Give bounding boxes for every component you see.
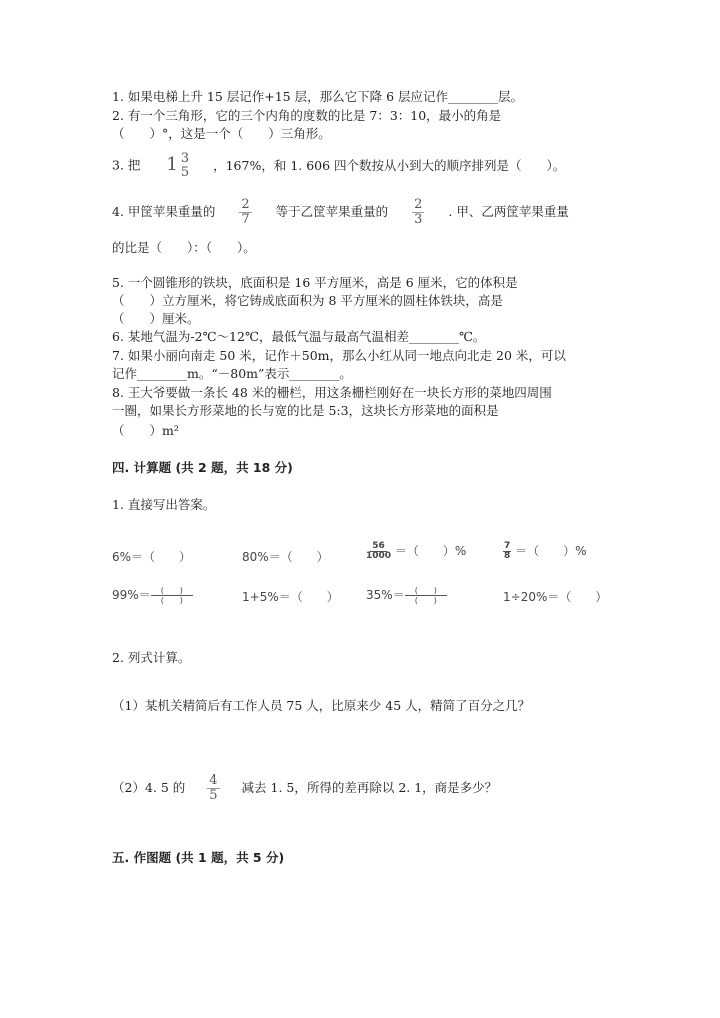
q3-whole: 1 xyxy=(166,153,178,175)
question-6: 6. 某地气温为-2℃～12℃，最低气温与最高气温相差________℃。 xyxy=(112,329,486,344)
fraction xyxy=(366,542,391,561)
den: 5 xyxy=(180,165,190,180)
calc-text: 35%＝ xyxy=(366,588,405,602)
question-7-cont: 记作________m。“－80m”表示________。 xyxy=(112,366,352,381)
calc-item: 80%＝（ ） xyxy=(242,550,329,564)
den: 3 xyxy=(414,212,423,227)
den: 1000 xyxy=(366,551,392,561)
q4-fraction-2 xyxy=(412,198,424,227)
den: 7 xyxy=(241,212,250,227)
question-8-cont: 一圈，如果长方形菜地的长与宽的比是 5:3，这块长方形菜地的面积是 xyxy=(112,403,499,418)
question-4 xyxy=(112,198,569,227)
den: ( ) xyxy=(414,596,437,605)
blank-fraction xyxy=(151,586,193,605)
q3-prefix: 3. 把 xyxy=(112,157,141,173)
subquestion-2: 2. 列式计算。 xyxy=(112,650,191,665)
num: 7 xyxy=(504,541,511,551)
question-5-cont2: （ ）厘米。 xyxy=(112,311,200,326)
calc-item xyxy=(366,542,466,561)
subquestion-1: 1. 直接写出答案。 xyxy=(112,497,216,512)
question-4-cont: 的比是（ ）：（ ）。 xyxy=(112,240,256,255)
num: ( ) xyxy=(151,586,193,596)
num: 4 xyxy=(209,773,218,788)
num: 3 xyxy=(180,151,190,166)
q3-suffix: ，167%，和 1. 606 四个数按从小到大的顺序排列是（ ）。 xyxy=(213,157,566,173)
calc-item xyxy=(366,586,447,605)
p2-suffix: 减去 1. 5，所得的差再除以 2. 1，商是多少？ xyxy=(241,780,498,795)
q3-fraction xyxy=(179,152,191,180)
section-4-title: 四. 计算题 (共 2 题，共 18 分) xyxy=(112,460,293,475)
question-8: 8. 王大爷要做一条长 48 米的栅栏，用这条栅栏刚好在一块长方形的菜地四周围 xyxy=(112,385,552,400)
question-5-cont: （ ）立方厘米，将它铸成底面积为 8 平方厘米的圆柱体铁块，高是 xyxy=(112,293,503,308)
q4-suffix: . 甲、乙两筐苹果重量 xyxy=(448,204,569,219)
num: 2 xyxy=(414,197,423,212)
calc-text: 99%＝ xyxy=(112,588,151,602)
q4-prefix: 4. 甲筐苹果重量的 xyxy=(112,204,216,219)
question-3 xyxy=(112,152,565,180)
den: 5 xyxy=(209,788,218,803)
question-1: 1. 如果电梯上升 15 层记作+15 层，那么它下降 6 层应记作________层。 xyxy=(112,89,524,104)
section-5-title: 五. 作图题 (共 1 题，共 5 分) xyxy=(112,850,285,865)
calc-item xyxy=(112,586,193,605)
blank-fraction xyxy=(405,586,447,605)
q4-fraction-1 xyxy=(239,198,251,227)
num: ( ) xyxy=(405,586,447,596)
fraction xyxy=(503,542,511,561)
num: 56 xyxy=(372,541,385,551)
question-7: 7. 如果小丽向南走 50 米，记作＋50m，那么小红从同一地点向北走 20 米，可以 xyxy=(112,348,566,363)
den: 8 xyxy=(504,551,511,561)
calc-item: 1÷20%＝（ ） xyxy=(503,590,608,604)
calc-text: ＝（ ）% xyxy=(394,544,467,558)
question-8-cont2: （ ）m² xyxy=(112,423,179,438)
question-5: 5. 一个圆锥形的铁块，底面积是 16 平方厘米，高是 6 厘米，它的体积是 xyxy=(112,275,518,290)
calc-item: 1+5%＝（ ） xyxy=(242,590,339,604)
p2-fraction xyxy=(207,774,219,803)
q4-mid: 等于乙筐苹果重量的 xyxy=(275,204,389,219)
calc-item: 6%＝（ ） xyxy=(112,550,192,564)
den: ( ) xyxy=(160,596,183,605)
question-2: 2. 有一个三角形，它的三个内角的度数的比是 7：3：10，最小的角是 xyxy=(112,108,502,123)
p2-prefix: （2）4. 5 的 xyxy=(112,780,186,795)
calc-text: ＝（ ）% xyxy=(515,544,587,558)
problem-2 xyxy=(112,774,497,803)
question-2-cont: （ ）°，这是一个（ ）三角形。 xyxy=(112,126,331,141)
calc-item xyxy=(503,542,587,561)
num: 2 xyxy=(241,197,250,212)
problem-1: （1）某机关精简后有工作人员 75 人，比原来少 45 人，精简了百分之几？ xyxy=(112,698,531,713)
